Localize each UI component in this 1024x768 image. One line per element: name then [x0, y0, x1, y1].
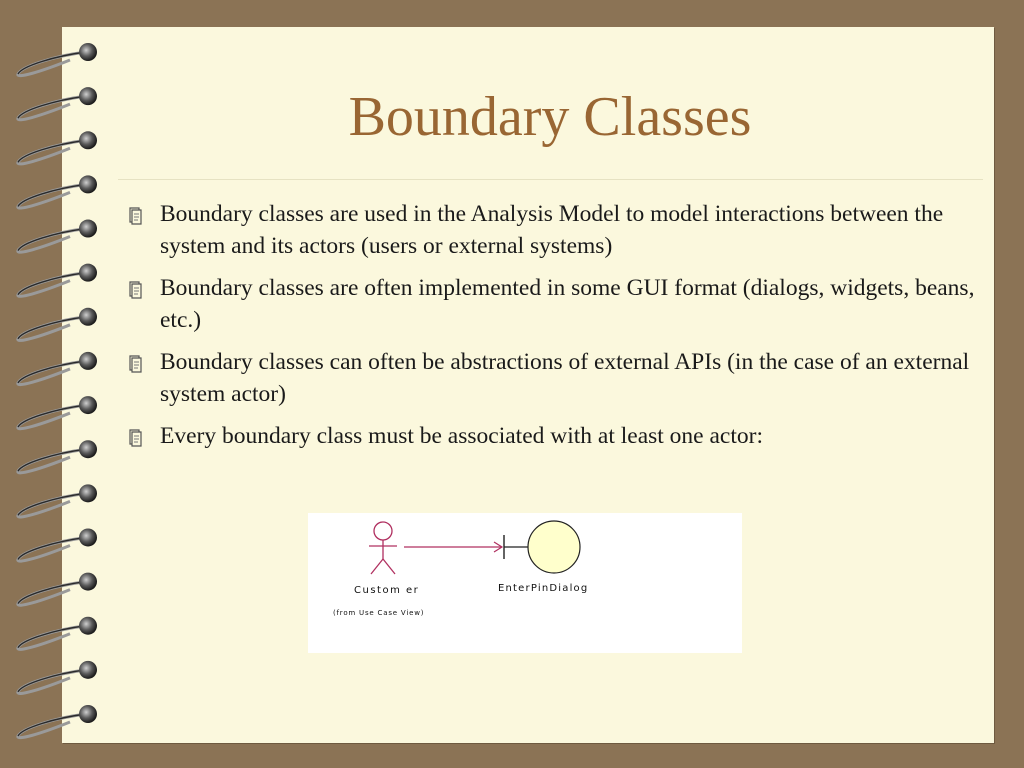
binding-wire-shadow — [18, 317, 86, 339]
binding-wire-shadow — [18, 670, 86, 692]
binding-ring — [79, 43, 97, 61]
binding-wire-shadow — [18, 140, 86, 162]
binding-wire — [18, 714, 86, 738]
bullet-text: Boundary classes are often implemented in some GUI format (dialogs, widgets, beans, etc.) — [160, 275, 975, 333]
binding-wire — [18, 184, 86, 208]
bullet-list — [118, 198, 978, 462]
binding-ring — [79, 705, 97, 723]
boundary-class-label: EnterPinDialog — [498, 583, 589, 594]
binding-wire-shadow — [18, 537, 86, 559]
binding-wire-shadow — [18, 582, 86, 604]
binding-wire-shadow — [18, 405, 86, 427]
binding-wire — [18, 537, 86, 561]
binding-ring — [79, 220, 97, 238]
bullet-item — [118, 346, 978, 410]
binding-wire-shadow — [18, 493, 86, 515]
bullet-item — [118, 272, 978, 336]
page-bullet-icon — [126, 206, 146, 226]
binding-wire-shadow — [18, 361, 86, 383]
binding-wire — [18, 493, 86, 517]
binding-ring — [79, 87, 97, 105]
binding-wire — [18, 317, 86, 341]
binding-ring — [79, 661, 97, 679]
binding-wire-shadow — [18, 273, 86, 295]
binding-wire-shadow — [18, 714, 86, 736]
actor-label: Custom er — [354, 585, 420, 596]
binding-wire-shadow — [18, 96, 86, 118]
binding-wire — [18, 229, 86, 253]
binding-wire-shadow — [18, 626, 86, 648]
binding-ring — [79, 131, 97, 149]
association-arrow — [404, 542, 502, 552]
binding-wire — [18, 273, 86, 297]
binding-ring — [79, 484, 97, 502]
binding-wire — [18, 361, 86, 385]
bullet-text: Every boundary class must be associated with at least one actor: — [160, 423, 763, 449]
binding-wire — [18, 626, 86, 650]
binding-ring — [79, 352, 97, 370]
boundary-class-icon — [504, 521, 580, 573]
bullet-text: Boundary classes are used in the Analysis Model to model interactions between the system and its actors (users or external systems) — [160, 201, 944, 259]
spiral-binding — [0, 0, 120, 768]
binding-ring — [79, 175, 97, 193]
binding-wire — [18, 670, 86, 694]
binding-wire — [18, 140, 86, 164]
binding-wire-shadow — [18, 52, 86, 74]
bullet-text: Boundary classes can often be abstractions of external APIs (in the case of an external system actor) — [160, 349, 970, 407]
actor-figure-icon — [369, 522, 397, 574]
page-bullet-icon — [126, 354, 146, 374]
binding-wire — [18, 449, 86, 473]
uml-diagram — [308, 513, 742, 653]
binding-ring — [79, 573, 97, 591]
title-divider — [118, 179, 983, 180]
page-bullet-icon — [126, 280, 146, 300]
binding-ring — [79, 440, 97, 458]
page-bullet-icon — [126, 428, 146, 448]
binding-wire-shadow — [18, 449, 86, 471]
binding-ring — [79, 264, 97, 282]
bullet-item — [118, 198, 978, 262]
binding-wire-shadow — [18, 229, 86, 251]
binding-ring — [79, 308, 97, 326]
binding-wire — [18, 96, 86, 120]
binding-ring — [79, 396, 97, 414]
slide-title: Boundary Classes — [348, 86, 752, 148]
binding-wire — [18, 582, 86, 606]
binding-ring — [79, 617, 97, 635]
actor-source-label: (from Use Case View) — [333, 609, 425, 617]
binding-wire — [18, 52, 86, 76]
binding-wire — [18, 405, 86, 429]
binding-wire-shadow — [18, 184, 86, 206]
binding-ring — [79, 528, 97, 546]
bullet-item — [118, 420, 978, 452]
